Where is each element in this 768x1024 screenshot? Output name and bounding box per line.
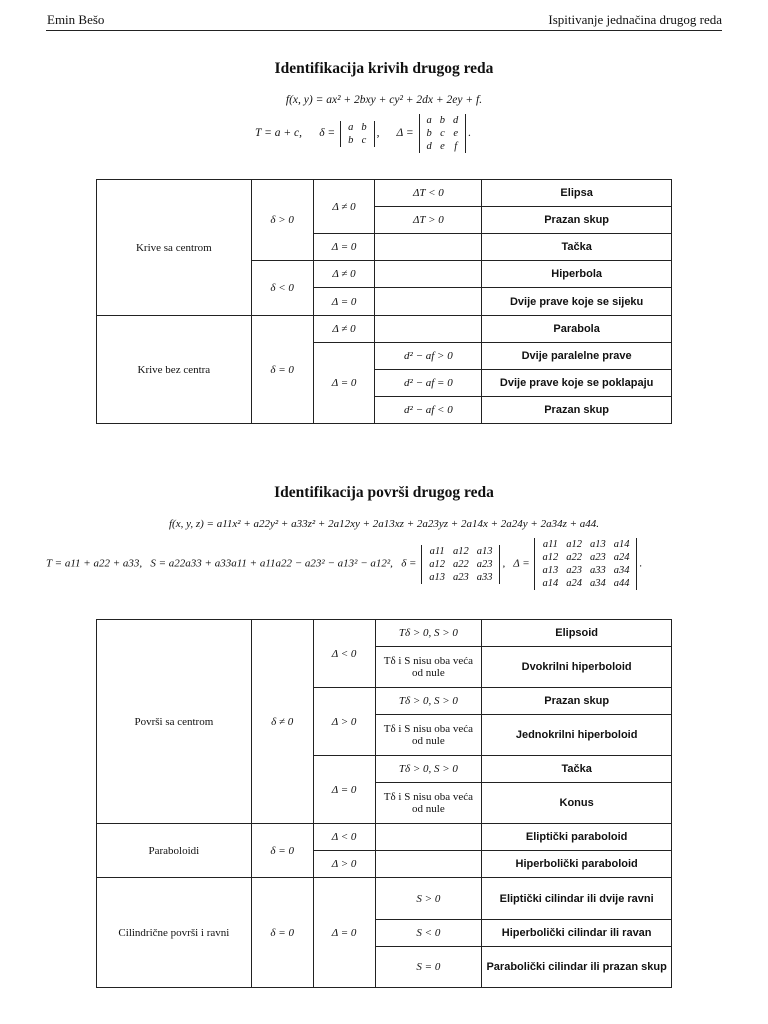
surfaces-result-hiperbolicki-paraboloid: Hiperbolički paraboloid [482, 851, 672, 878]
surfaces-cond-not-3: Tδ i S nisu oba veća od nule [375, 783, 482, 824]
surfaces-cond-S-pos: S > 0 [375, 878, 482, 920]
surfaces-Delta-eq02: Δ = 0 [313, 878, 375, 988]
surfaces-Delta-eq0: Δ = 0 [313, 756, 375, 824]
surfaces-result-konus: Konus [482, 783, 672, 824]
matrix-entry: a23 [589, 552, 606, 563]
surfaces-S-def: S = a22a33 + a33a11 + a11a22 − a23² − a13² − a12², [150, 557, 393, 570]
surfaces-group-centered: Površi sa centrom [97, 620, 252, 824]
curves-result-tacka: Tačka [482, 234, 672, 261]
matrix-entry: d [453, 115, 459, 126]
surfaces-result-dvokrilni: Dvokrilni hiperboloid [482, 647, 672, 688]
surfaces-result-parabolicki-cilindar: Parabolički cilindar ili prazan skup [482, 947, 672, 988]
curves-group-no-center: Krive bez centra [97, 316, 252, 424]
curves-definitions: T = a + c, δ = a b b c , Δ = a b d b c e d e f . [255, 115, 472, 152]
matrix-grid [538, 538, 633, 590]
curves-delta-neg: δ < 0 [251, 261, 313, 316]
surfaces-cond-TS-2: Tδ > 0, S > 0 [375, 688, 482, 715]
curves-result-poklapaju: Dvije prave koje se poklapaju [482, 370, 672, 397]
matrix-grid [344, 121, 371, 147]
surfaces-group-cylinders: Cilindrične površi i ravni [97, 878, 252, 988]
matrix-entry: a23 [452, 571, 469, 583]
surfaces-result-elipticki-cilindar: Eliptički cilindar ili dvije ravni [482, 878, 672, 920]
matrix-entry: a33 [589, 565, 606, 576]
matrix-entry: a34 [589, 578, 606, 589]
surfaces-delta-matrix [421, 545, 500, 584]
surfaces-cond-TS-3: Tδ > 0, S > 0 [375, 756, 482, 783]
curves-delta-matrix [340, 121, 375, 147]
matrix-entry: a44 [613, 578, 630, 589]
matrix-entry: a11 [429, 545, 445, 557]
surfaces-result-prazan: Prazan skup [482, 688, 672, 715]
curves-cond-dT-pos: ΔT > 0 [375, 207, 482, 234]
surfaces-Delta-pos2: Δ > 0 [313, 851, 375, 878]
curves-cond-dT-neg: ΔT < 0 [375, 180, 482, 207]
matrix-grid [425, 545, 496, 584]
matrix-entry: a12 [542, 552, 559, 563]
curves-result-elipsa: Elipsa [482, 180, 672, 207]
matrix-entry: a13 [589, 539, 606, 550]
curves-cond-q-zero: d² − af = 0 [375, 370, 482, 397]
matrix-entry: b [361, 121, 367, 133]
curves-result-sijeku: Dvije prave koje se sijeku [482, 288, 672, 316]
header-rule [46, 30, 722, 31]
matrix-entry: a12 [452, 545, 469, 557]
curves-delta-label: δ = [319, 127, 336, 140]
matrix-entry: a14 [613, 539, 630, 550]
matrix-entry: e [440, 141, 445, 152]
curves-result-paralelne: Dvije paralelne prave [482, 343, 672, 370]
header-section: Ispitivanje jednačina drugog reda [548, 12, 722, 27]
matrix-entry: a12 [429, 558, 445, 570]
surfaces-cond-S-neg: S < 0 [375, 920, 482, 947]
surfaces-definitions: T = a11 + a22 + a33, S = a22a33 + a33a11 + a11a22 − a23² − a13² − a12², δ = a11 a12 a13 a12 a22 a23 a13 a23 a33 , Δ = a11 a12 a13 a14 a12 a22 a23 a24 a13 a23 a33 a34 a14 a24 a34 a44 . [46, 539, 643, 589]
surfaces-Delta-matrix [534, 538, 637, 590]
matrix-entry: a13 [429, 571, 445, 583]
curves-Delta-ne0-c: Δ ≠ 0 [313, 316, 375, 343]
surfaces-result-jednokrilni: Jednokrilni hiperboloid [482, 715, 672, 756]
curves-table [96, 179, 672, 424]
matrix-entry: a22 [452, 558, 469, 570]
surfaces-cond-not-2: Tδ i S nisu oba veća od nule [375, 715, 482, 756]
surfaces-Delta-neg: Δ < 0 [313, 620, 375, 688]
curves-result-prazan: Prazan skup [482, 207, 672, 234]
surfaces-delta-zero2: δ = 0 [251, 878, 313, 988]
curves-T-def: T = a + c, [255, 127, 302, 140]
curves-Delta-eq0-b: Δ = 0 [313, 288, 375, 316]
curves-cond-q-pos: d² − af > 0 [375, 343, 482, 370]
matrix-entry: a13 [476, 545, 493, 557]
surfaces-delta-label: δ = [401, 557, 417, 570]
matrix-entry: a [348, 121, 354, 133]
surfaces-cond-S-zero: S = 0 [375, 947, 482, 988]
curves-cond-empty [375, 288, 482, 316]
curves-delta-pos: δ > 0 [251, 180, 313, 261]
matrix-entry: b [439, 115, 446, 126]
surfaces-cond-empty [375, 824, 482, 851]
curves-Delta-eq0-c: Δ = 0 [313, 343, 375, 424]
curves-result-hiperbola: Hiperbola [482, 261, 672, 288]
matrix-entry: a22 [566, 552, 582, 563]
surfaces-delta-zero: δ = 0 [251, 824, 313, 878]
surfaces-Delta-neg2: Δ < 0 [313, 824, 375, 851]
surfaces-cond-empty [375, 851, 482, 878]
matrix-entry: d [426, 141, 432, 152]
matrix-entry: a24 [566, 578, 582, 589]
matrix-entry: a34 [613, 565, 630, 576]
surfaces-Delta-label: Δ = [513, 557, 530, 570]
matrix-grid [423, 114, 463, 153]
matrix-entry: a13 [542, 565, 559, 576]
curves-result-parabola: Parabola [482, 316, 672, 343]
matrix-entry: a33 [476, 571, 493, 583]
curves-cond-q-neg: d² − af < 0 [375, 397, 482, 424]
curves-result-prazan2: Prazan skup [482, 397, 672, 424]
matrix-entry: a [426, 115, 432, 126]
matrix-entry: a23 [476, 558, 493, 570]
matrix-entry: e [453, 128, 458, 139]
curves-delta-zero: δ = 0 [251, 316, 313, 424]
surfaces-formula: f(x, y, z) = a11x² + a22y² + a33z² + 2a12xy + 2a13xz + 2a23yz + 2a14x + 2a24y + 2a34z + a44. [168, 518, 600, 530]
matrix-entry: b [426, 128, 432, 139]
surfaces-group-paraboloids: Paraboloidi [97, 824, 252, 878]
surfaces-result-elipticki-paraboloid: Eliptički paraboloid [482, 824, 672, 851]
surfaces-delta-ne0: δ ≠ 0 [251, 620, 313, 824]
curves-Delta-ne0-b: Δ ≠ 0 [313, 261, 375, 288]
header-author: Emin Bešo [47, 12, 105, 27]
matrix-entry: c [361, 134, 367, 146]
matrix-entry: f [454, 141, 458, 152]
curves-cond-empty [375, 234, 482, 261]
surfaces-table [96, 619, 672, 988]
curves-formula: f(x, y) = ax² + 2bxy + cy² + 2dx + 2ey + f. [285, 94, 483, 106]
surfaces-result-elipsoid: Elipsoid [482, 620, 672, 647]
curves-Delta-label: Δ = [396, 127, 414, 140]
surfaces-cond-TS-1: Tδ > 0, S > 0 [375, 620, 482, 647]
matrix-entry: c [440, 128, 445, 139]
matrix-entry: a12 [566, 539, 582, 550]
matrix-entry: a24 [613, 552, 630, 563]
curves-title: Identifikacija krivih drugog reda [274, 60, 494, 77]
matrix-entry: a14 [542, 578, 559, 589]
surfaces-Delta-pos: Δ > 0 [313, 688, 375, 756]
surfaces-title: Identifikacija površi drugog reda [274, 484, 494, 501]
matrix-entry: a11 [542, 539, 558, 550]
curves-Delta-ne0: Δ ≠ 0 [313, 180, 375, 234]
curves-Delta-matrix [419, 114, 467, 153]
surfaces-result-tacka: Tačka [482, 756, 672, 783]
curves-group-centered: Krive sa centrom [97, 180, 252, 316]
matrix-entry: b [348, 134, 354, 146]
surfaces-cond-not-1: Tδ i S nisu oba veća od nule [375, 647, 482, 688]
curves-Delta-eq0-a: Δ = 0 [313, 234, 375, 261]
matrix-entry: a23 [566, 565, 582, 576]
surfaces-result-hiperbolicki-cilindar: Hiperbolički cilindar ili ravan [482, 920, 672, 947]
curves-cond-empty [375, 261, 482, 288]
surfaces-T-def: T = a11 + a22 + a33, [46, 557, 143, 570]
curves-cond-empty [375, 316, 482, 343]
